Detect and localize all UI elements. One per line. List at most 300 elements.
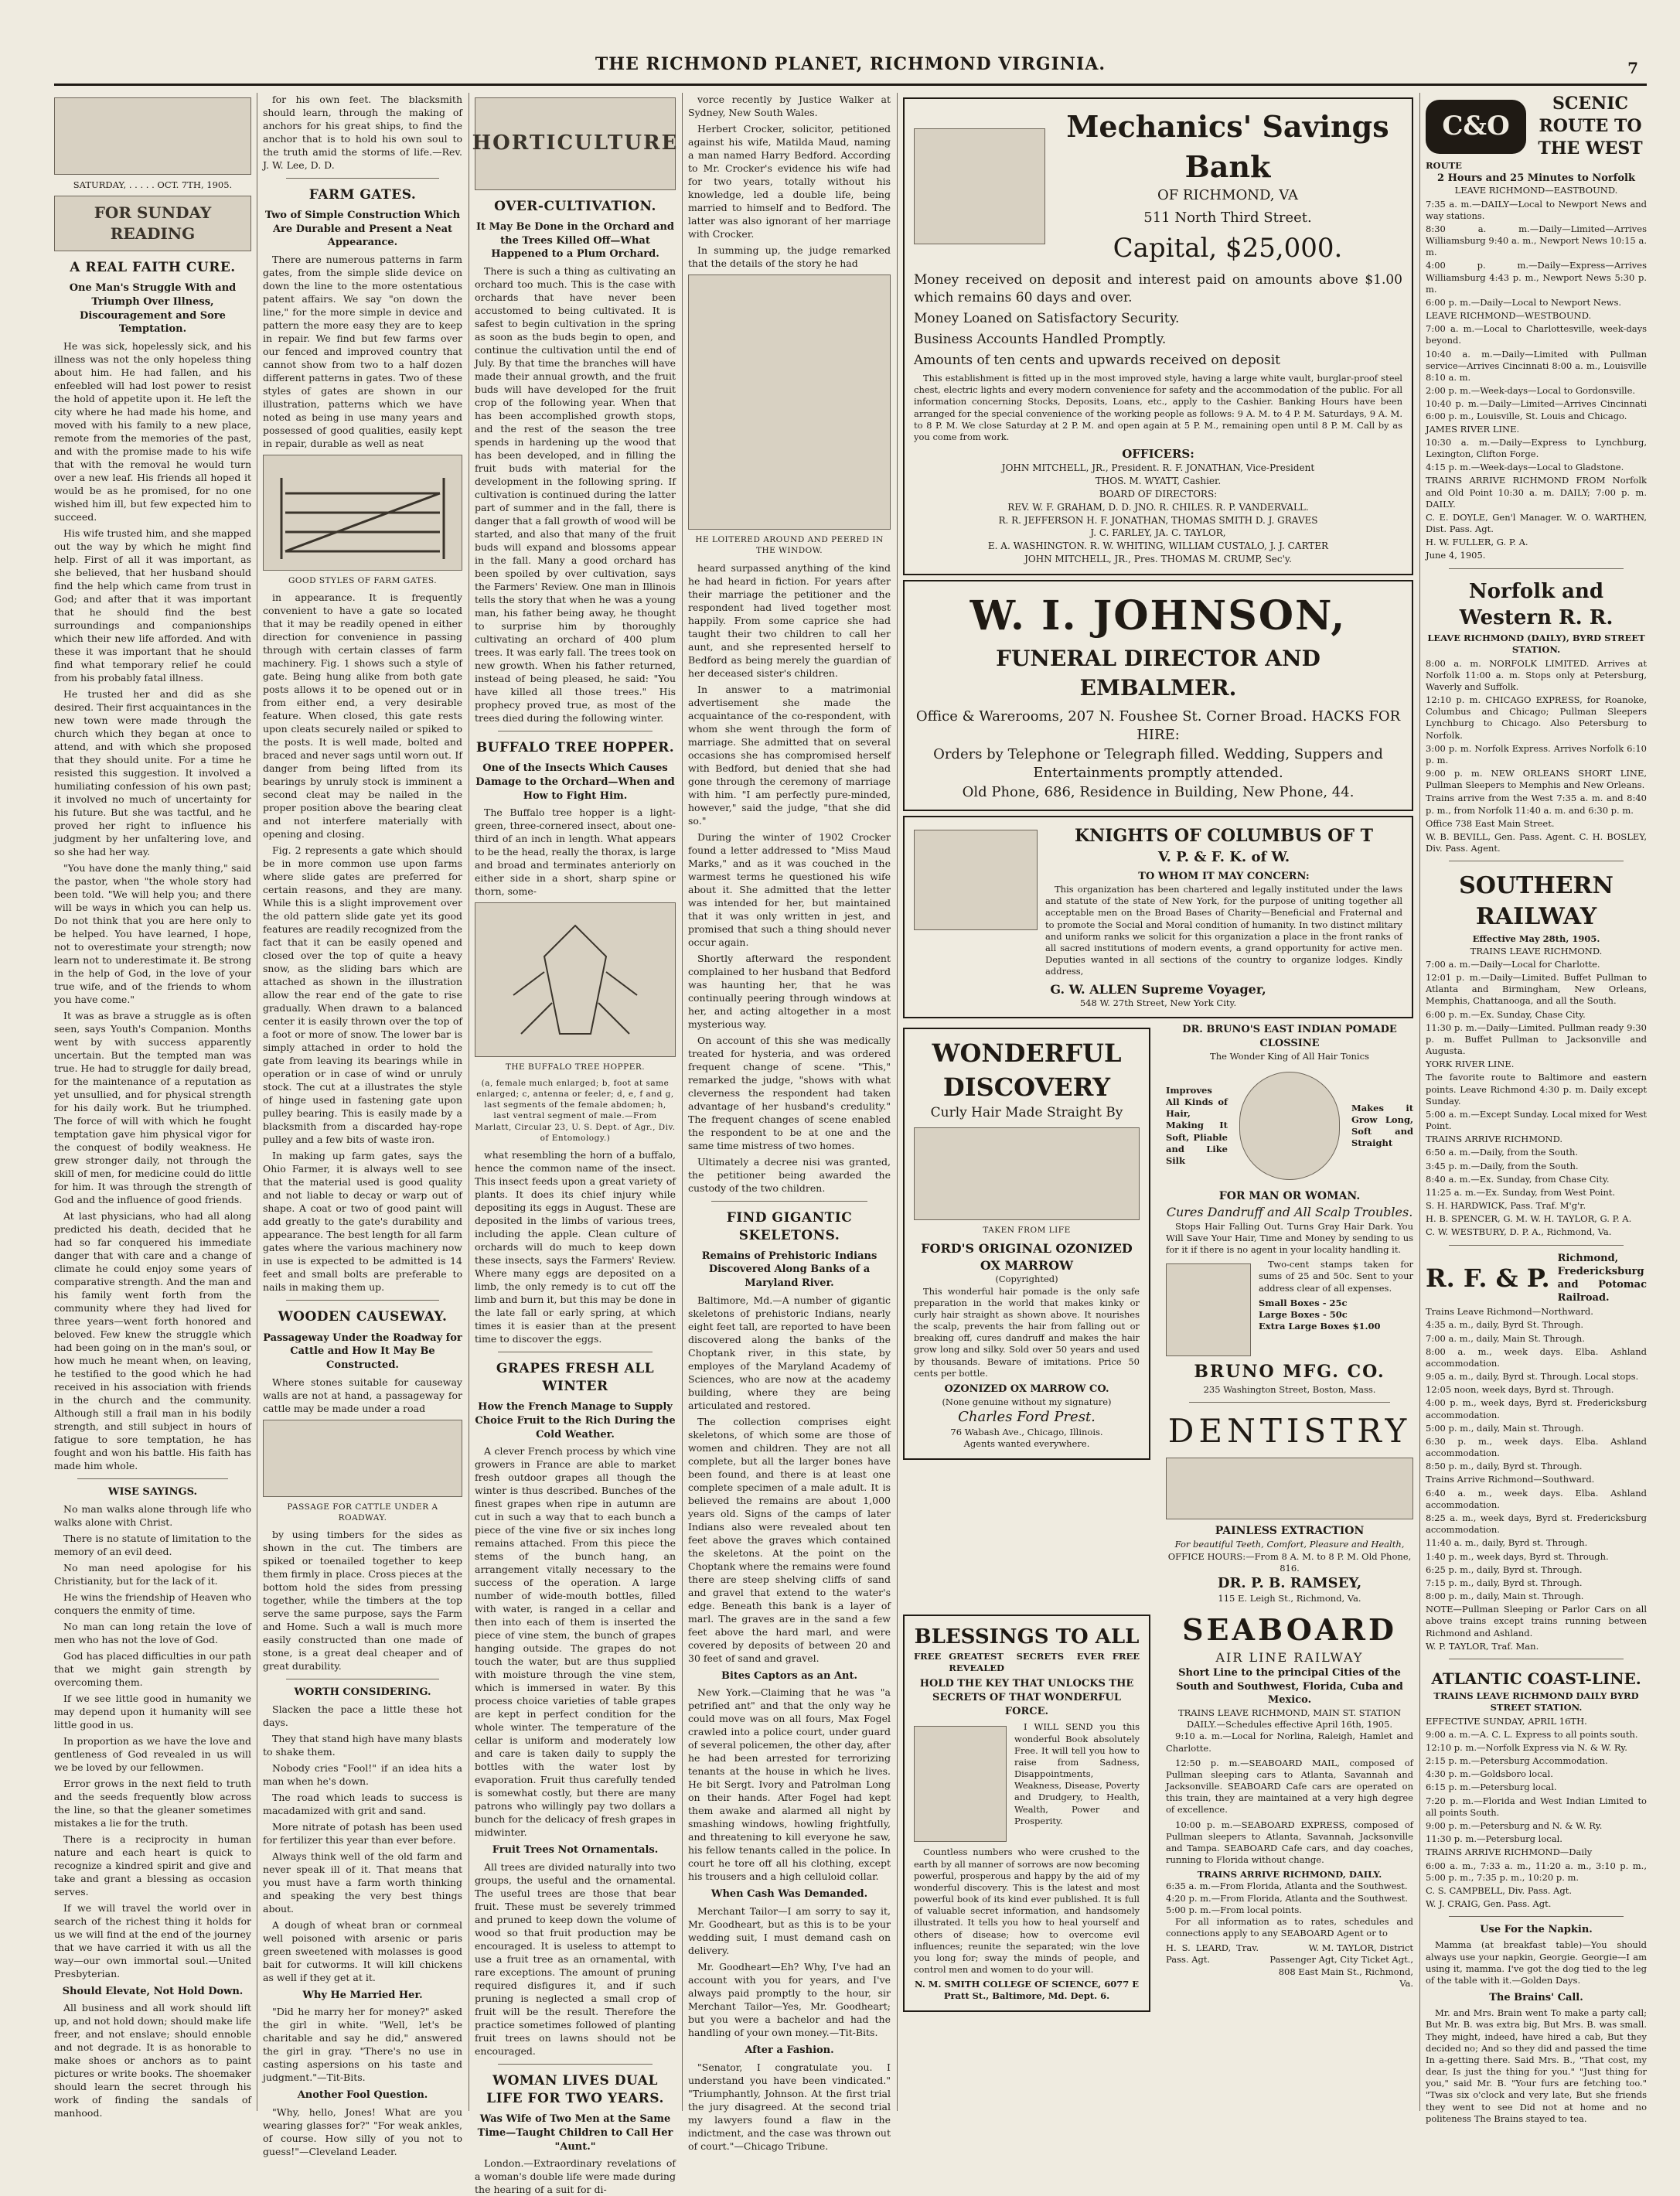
seaboard-agent-right: W. M. TAYLOR, District Passenger Agt, City Ticket Agt., 808 East Main St., Richmond, Va. bbox=[1269, 1942, 1413, 1989]
acl-schedule bbox=[1426, 1716, 1647, 1911]
bank-line: Money received on deposit and interest paid on amounts above $1.00 which remains 60 days and over. bbox=[914, 271, 1402, 305]
faith-cure-subtitle: One Man's Struggle With and Triumph Over Illness, Discouragement and Sore Temptation. bbox=[69, 282, 237, 336]
acl-sub: TRAINS LEAVE RICHMOND DAILY BYRD STREET STATION. bbox=[1433, 1690, 1639, 1713]
wise-saying: If we see little good in humanity we may depend upon it humanity will see little good in us. bbox=[54, 1692, 251, 1731]
co-title: SCENIC ROUTE TO THE WEST bbox=[1538, 94, 1643, 159]
schedule-line: 12:10 p. m. CHICAGO EXPRESS, for Roanoke, Columbus and Chicago; Pullman Sleepers Lynchburg to Chicago. Also Petersburg to Norfolk. bbox=[1426, 694, 1647, 741]
tree-hopper-caption-detail: (a, female much enlarged; b, foot at same enlarged; c, antenna or feeler; d, e, f and g, last segments of the female abdomen; h, last ventral segment of male.—From Marlatt, Circular 23, U. S. Dept. of Agr., Div. of Entomology.) bbox=[475, 1078, 676, 1143]
ox-marrow-maker-note: (None genuine without my signature) bbox=[942, 1396, 1112, 1407]
worth-item: The road which leads to success is macadamized with grit and sand. bbox=[263, 1791, 462, 1816]
dual-more-p3: During the winter of 1902 Crocker found a letter addressed to "Miss Maud Marks," and as it was couched in the warmest terms he questioned his wife about it. She admitted that the letter was intended for her, but maintained that it was only written in jest, and promised that such a thing should never occur again. bbox=[688, 830, 891, 948]
hair-portrait bbox=[914, 1127, 1140, 1220]
dual-more-p4: Shortly afterward the respondent complained to her husband that Bedford was haunting her, that he was continually peering through windows at her, and acting altogether in a most mysterious way. bbox=[688, 952, 891, 1030]
nw-sub: LEAVE RICHMOND (DAILY), BYRD STREET STATION. bbox=[1427, 633, 1645, 656]
causeway-title: WOODEN CAUSEWAY. bbox=[278, 1309, 448, 1325]
napkin-text: Mamma (at breakfast table)—You should always use your napkin, Georgie. Georgie—I am using it, mamma. I've got the dog tied to the leg of the table with it.—Golden Days. bbox=[1426, 1939, 1647, 1986]
schedule-line: 8:00 a. m., week days. Elba. Ashland accommodation. bbox=[1426, 1345, 1647, 1369]
seaboard-agent-left: H. S. LEARD, Trav. Pass. Agt. bbox=[1166, 1942, 1259, 1966]
ox-marrow-advertisement bbox=[903, 1028, 1150, 1459]
schedule-line: LEAVE RICHMOND—WESTBOUND. bbox=[1426, 310, 1592, 322]
seaboard-title: SEABOARD bbox=[1182, 1611, 1397, 1647]
farm-gates-p4: In making up farm gates, says the Ohio Farmer, it is always well to see that the material used is good quality and not liable to decay or warp out of shape. A coat or two of good paint will add greatly to the gate's durability and appearance. The best length for all farm gates where the various machinery now in use is expected to be admitted is 14 feet and small bolts are preferable to nails in making them up. bbox=[263, 1150, 462, 1294]
worth-title: WORTH CONSIDERING. bbox=[294, 1686, 431, 1699]
wise-saying: There is a reciprocity in human nature and each heart is quick to recognize a kindred spirit and give and take and grant a blessing as occasion serves. bbox=[54, 1833, 251, 1898]
knights-body: This organization has been chartered and legally instituted under the laws and statute of the state of New York, for the purpose of uniting together all acceptable men on the Broad Bases of Charity—Beneficial and Fraternal and to promote the Social and Moral condition of humanity. In two distinct military and uniform ranks we solicit for this organization a place in the front ranks of all sacred institutions of modern events, a grand opportunity for active men. Deputies wanted in all sections of the country to organize lodges. Kindly address, bbox=[1045, 884, 1402, 977]
schedule-line: Trains Arrive Richmond—Southward. bbox=[1426, 1474, 1595, 1485]
seaboard-line: 10:00 p. m.—SEABOARD EXPRESS, composed of Pullman sleepers to Atlanta, Savannah, Jacksonville and Tampa. SEABOARD Cafe cars, and day coaches, running to Florida without change. bbox=[1166, 1819, 1413, 1866]
schedule-line: 9:00 a. m.—A. C. L. Express to all points south. bbox=[1426, 1728, 1638, 1740]
page-columns bbox=[54, 93, 1647, 2196]
rfp-sub: Richmond, Fredericksburg and Potomac Railroad. bbox=[1557, 1252, 1647, 1304]
wonderful-title: WONDERFUL DISCOVERY bbox=[932, 1038, 1122, 1102]
ox-marrow-body: This wonderful hair pomade is the only safe preparation in the world that makes kinky or curly hair straight as shown above. It nourishes the scalp, prevents the hair from falling out or breaking off, cures dandruff and makes the hair grow long and silky. Sold over 50 years and used by thousands. Beware of imitations. Price 50 cents per bottle. bbox=[914, 1285, 1140, 1379]
worth-item: They that stand high have many blasts to shake them. bbox=[263, 1732, 462, 1758]
ox-marrow-agents: Agents wanted everywhere. bbox=[963, 1438, 1090, 1450]
schedule-line: 4:00 p. m., week days, Byrd st. Fredericksburg accommodation. bbox=[1426, 1397, 1647, 1420]
wonderful-sub: Curly Hair Made Straight By bbox=[930, 1105, 1123, 1121]
over-cultivation-subtitle: It May Be Done in the Orchard and the Trees Killed Off—What Happened to a Plum Orchard. bbox=[475, 221, 675, 261]
causeway-caption: PASSAGE FOR CATTLE UNDER A ROADWAY. bbox=[287, 1502, 438, 1523]
lady-with-key-illustration bbox=[914, 1726, 1007, 1842]
grapes-subtitle: How the French Manage to Supply Choice Fruit to the Rich During the Cold Weather. bbox=[475, 1401, 676, 1441]
schedule-line: 7:00 a. m., daily, Main St. Through. bbox=[1426, 1332, 1585, 1344]
bruno-stamps: Two-cent stamps taken for sums of 25 and 50c. Sent to your address clear of all expenses. bbox=[1259, 1259, 1413, 1294]
over-cultivation-p1: There is such a thing as cultivating an orchard too much. This is the case with orchards that have never been accustomed to being cultivated. It is safest to begin cultivation in the spring as soon as the buds begin to open, and continue the cultivation until the end of July. By that time the branches will have made their annual growth, and the fruit buds will have developed for the fruit crop of the following year. When that has been accomplished growth stops, and the rest of the season the tree spends in hardening up the wood that has been developed, and in filling the fruit buds with material for the development in the following spring. If cultivation is continued during the latter part of summer and in the fall, there is danger that a fall growth of wood will be started, and also that many of the fruit buds will expand and blossoms appear in the fall. Many a good orchard has been spoiled by over cultivation, says the Farmers' Review. One man in Illinois tells the story that when he was a young man, his father being away, he thought to surprise him by thoroughly cultivating an orchard of 400 plum trees. It was early fall. The trees took on new growth. When his father returned, instead of being pleased, he said: "You have killed all those trees." His prophecy proved true, as most of the trees died during the following winter. bbox=[475, 265, 676, 725]
bruno-portrait bbox=[1239, 1072, 1340, 1180]
tree-hopper-p2: what resembling the horn of a buffalo, hence the common name of the insect. This insect feeds upon a great variety of plants. It does its chief injury while depositing its eggs in August. These are deposited in the limbs of various trees, including the apple. Clean culture of orchards will do much to keep down these insects, says the Farmers' Review. Where many eggs are deposited on a limb, the only remedy is to cut off the limb and burn it, but this may be done in the late fall or early spring, at which times it is easier than at the present time to discover the eggs. bbox=[475, 1149, 676, 1345]
married-text: "Did he marry her for money?" asked the girl in white. "Well, let's be charitable and say he did," answered the girl in gray. "There's no use in casting aspersions on his taste and judgment."—Tit-Bits. bbox=[263, 2006, 462, 2084]
bruno-left: Improves All Kinds of Hair, Making It Soft, Pliable and Like Silk bbox=[1166, 1084, 1228, 1166]
dentist-address: 115 E. Leigh St., Richmond, Va. bbox=[1218, 1593, 1361, 1604]
bruno-size: Small Boxes - 25c bbox=[1259, 1297, 1348, 1308]
co-schedule bbox=[1426, 199, 1647, 562]
bank-officer-line: REV. W. F. GRAHAM, D. D. JNO. R. CHILES. R. P. VANDERVALL. bbox=[1007, 501, 1309, 513]
bank-officer-line: BOARD OF DIRECTORS: bbox=[1099, 489, 1218, 500]
seaboard-desc: Short Line to the principal Cities of the South and Southwest, Florida, Cuba and Mexico. bbox=[1176, 1667, 1403, 1707]
schedule-line: C. S. CAMPBELL, Div. Pass. Agt. bbox=[1426, 1884, 1573, 1896]
cash-title: When Cash Was Demanded. bbox=[711, 1888, 868, 1901]
schedule-line: 6:00 p. m.—Daily—Local to Newport News. bbox=[1426, 296, 1622, 308]
nw-schedule bbox=[1426, 658, 1647, 855]
wise-saying: No man walks alone through life who walks alone with Christ. bbox=[54, 1502, 251, 1528]
napkin-title: Use For the Napkin. bbox=[1480, 1924, 1593, 1936]
schedule-line: 6:00 a. m., 7:33 a. m., 11:20 a. m., 3:10 p. m., 5:00 p. m., 7:35 p. m., 10:20 p. m. bbox=[1426, 1860, 1647, 1883]
schedule-line: W. B. BEVILL, Gen. Pass. Agent. C. H. BOSLEY, Div. Pass. Agent. bbox=[1426, 830, 1647, 854]
faith-cure-p6: At last physicians, who had all along predicted his death, decided that he had so far conquered his immediate danger that with care and a change of climate he could enjoy some years of comparative strength. And the man and his family went forth from the community where they had lived for three years—went forth honored and beloved. Few knew the struggle which had been going on in the man's soul, or how much he meant when, on leaving, he testified to the good which he had received in his association with friends in the church and the community. Although still a frail man in his bodily strength, and still subject in hours of fatigue to sore temptation, he has fought and won his battle. His faith has made him whole. bbox=[54, 1209, 251, 1471]
bruno-body: Stops Hair Falling Out. Turns Gray Hair Dark. You Will Save Your Hair, Time and Money by sending to us for it if there is no agent in your locality handling it. bbox=[1166, 1220, 1413, 1256]
dual-more-p6: Ultimately a decree nisi was granted, the petitioner being awarded the custody of the two children. bbox=[688, 1155, 891, 1194]
schedule-line: 7:00 a. m.—Local to Charlottesville, week-days beyond. bbox=[1426, 323, 1647, 346]
bank-engraving bbox=[914, 128, 1045, 244]
blessings-free-left: FREE bbox=[914, 1650, 942, 1662]
bites-p1: New York.—Claiming that he was "a petrified ant" and that the only way he could move was on all fours, Max Fogel crawled into a police court, under guard of several policemen, the other day, after he had been arrested for terrorizing tenants at the house in which he lives. He bit Sergt. Ivory and Patrolman Long on their hands. After Fogel had kept them awake and alarmed all night by smashing windows, howling frightfully, and threatening to kill everyone he saw, his fellow tenants called in the police. In court he tore off all his clothing, except his trousers and a high celluloid collar. bbox=[688, 1686, 891, 1883]
wise-saying: He wins the friendship of Heaven who conquers the enmity of time. bbox=[54, 1591, 251, 1616]
schedule-line: 6:50 a. m.—Daily, from the South. bbox=[1426, 1147, 1579, 1158]
wise-saying: There is no statute of limitation to the memory of an evil deed. bbox=[54, 1532, 251, 1557]
masthead bbox=[54, 54, 1647, 85]
faith-cure-p5: It was as brave a struggle as is often seen, says Youth's Companion. Months went by with success apparently uncertain. But the tempted man was true. He had to struggle for daily bread, for the maintenance of a reputation as yet unsullied, and for physical strength for his daily work. But he triumphed. The force of will with which he fought temptation gave him physical vigor for the conquest of bodily weakness. He grew stronger daily, not through the skill of men, for medicine could do little for him. It was through the strength of God and the influence of good friends. bbox=[54, 1009, 251, 1205]
johnson-office: Office & Warerooms, 207 N. Foushee St. Corner Broad. HACKS FOR HIRE: bbox=[915, 708, 1401, 744]
dual-cont-p2: Herbert Crocker, solicitor, petitioned against his wife, Matilda Maud, naming a man named Harry Bedford. According to Mr. Crocker's evidence his wife had for two years, totally without his knowledge, led a double life, being married to himself and to Bedford. The latter was also ignorant of her marriage with Crocker. bbox=[688, 123, 891, 240]
schedule-line: 7:20 p. m.—Florida and West Indian Limited to all points South. bbox=[1426, 1795, 1647, 1818]
column-5-advertisements bbox=[903, 93, 1413, 2111]
wise-saying: God has placed difficulties in our path that we might gain strength by overcoming them. bbox=[54, 1649, 251, 1688]
schedule-line: 11:25 a. m.—Ex. Sunday, from West Point. bbox=[1426, 1186, 1616, 1198]
schedule-line: 6:15 p. m.—Petersburg local. bbox=[1426, 1782, 1557, 1793]
schedule-line: 2:15 p. m.—Petersburg Accommodation. bbox=[1426, 1755, 1608, 1767]
elevate-p1: All business and all work should lift up, and not hold down; should make life freer, and not enslave; should ennoble and not degrade. It is as honorable to make shoes or anchors as to paint pictures or write books. The shoemaker should learn the secret through his work of finding the sandals of manhood. bbox=[54, 2002, 251, 2119]
schedule-line: 6:40 a. m., week days. Elba. Ashland accommodation. bbox=[1426, 1487, 1647, 1510]
faith-cure-p2: His wife trusted him, and she mapped out the way by which he might find help. First of all it was important, as she believed, that her husband should find the help which came from trust in God; and after that it was important that he should find the best surroundings and companionships which their new life afforded. And with these it was important that he should find what temporary relief he could from his probably fatal illness. bbox=[54, 527, 251, 684]
blessings-send: I WILL SEND you this wonderful Book absolutely Free. It will tell you how to raise from Sadness, Disappointments, Weakness, Disease, Poverty and Drudgery, to Health, Wealth, Power and Prosperity. bbox=[1014, 1721, 1140, 1826]
schedule-line: C. E. DOYLE, Gen'l Manager. W. O. WARTHEN, Dist. Pass. Agt. bbox=[1426, 511, 1647, 535]
dual-more-p2: In answer to a matrimonial advertisement she made the acquaintance of the co-respondent, with whom she went through the form of marriage. She admitted that on several occasions she has compromised herself with Bedford, but denied that she had gone through the ceremony of marriage with him. "I am perfectly pure-minded, however," said the judge, "that she did so." bbox=[688, 683, 891, 827]
wise-saying: In proportion as we have the love and gentleness of God revealed in us will we be loved by our fellowmen. bbox=[54, 1734, 251, 1773]
schedule-line: 2:00 p. m.—Week-days—Local to Gordonsville. bbox=[1426, 385, 1636, 397]
column-6-railroads bbox=[1426, 93, 1647, 2124]
wise-saying: Error grows in the next field to truth and the seeds frequently blow across the line, so that the gleaner sometimes mistakes a lie for the truth. bbox=[54, 1777, 251, 1829]
farm-gates-subtitle: Two of Simple Construction Which Are Durable and Present a Neat Appearance. bbox=[264, 210, 461, 249]
wise-saying: If we will travel the world over in search of the richest thing it holds for us we will find at the end of the journey that we have carried it with us all the way—our own immortal soul.—United Presbyterian. bbox=[54, 1901, 251, 1979]
fashion-title: After a Fashion. bbox=[745, 2044, 834, 2057]
southern-schedule bbox=[1426, 959, 1647, 1239]
bank-city: OF RICHMOND, VA bbox=[1157, 187, 1299, 204]
bank-address: 511 North Third Street. bbox=[1143, 209, 1312, 226]
schedule-line: 11:30 p. m.—Petersburg local. bbox=[1426, 1833, 1562, 1845]
tree-hopper-title: BUFFALO TREE HOPPER. bbox=[475, 740, 675, 756]
farm-gates-title: FARM GATES. bbox=[308, 187, 417, 203]
knights-signature: G. W. ALLEN Supreme Voyager, bbox=[1050, 981, 1266, 997]
southern-title: SOUTHERN RAILWAY bbox=[1459, 872, 1614, 930]
blessings-title: BLESSINGS TO ALL bbox=[914, 1625, 1140, 1649]
schedule-line: 5:00 a. m.—Except Sunday. Local mixed for West Point. bbox=[1426, 1108, 1647, 1132]
column-2 bbox=[263, 93, 462, 2158]
bank-line: Amounts of ten cents and upwards received on deposit bbox=[914, 352, 1280, 368]
schedule-line: TRAINS ARRIVE RICHMOND. bbox=[1426, 1134, 1563, 1145]
johnson-phone: Old Phone, 686, Residence in Building, New Phone, 44. bbox=[962, 783, 1355, 800]
dual-life-title: WOMAN LIVES DUAL LIFE FOR TWO YEARS. bbox=[486, 2073, 664, 2107]
seaboard-advertisement bbox=[1166, 1610, 1413, 1990]
brains-title: The Brains' Call. bbox=[1489, 1992, 1583, 2004]
worth-item: Always think well of the old farm and never speak ill of it. That means that you must have a farm worth thinking and speaking the very best things about. bbox=[263, 1850, 462, 1915]
column-rule bbox=[682, 93, 683, 2111]
schedule-line: 5:00 p. m., daily, Main st. Through. bbox=[1426, 1422, 1584, 1434]
schedule-line: 3:00 p. m. Norfolk Express. Arrives Norfolk 6:10 p. m. bbox=[1426, 742, 1647, 766]
column-rule bbox=[1419, 93, 1420, 2111]
column-rule bbox=[897, 93, 898, 2111]
schedule-line: 12:05 noon, week days, Byrd st. Through. bbox=[1426, 1384, 1614, 1396]
worth-item: More nitrate of potash has been used for fertilizer this year than ever before. bbox=[263, 1820, 462, 1846]
blessings-sub: GREATEST SECRETS EVER REVEALED bbox=[949, 1650, 1105, 1674]
divider bbox=[1449, 1245, 1624, 1246]
schedule-line: S. H. HARDWICK, Pass. Traf. M'g'r. bbox=[1426, 1200, 1586, 1212]
seaboard-sub: AIR LINE RAILWAY bbox=[1215, 1650, 1364, 1666]
blessings-address: N. M. SMITH COLLEGE OF SCIENCE, 6077 E Pratt St., Baltimore, Md. Dept. 6. bbox=[914, 1979, 1140, 2002]
faith-cure-title: A REAL FAITH CURE. bbox=[70, 260, 236, 276]
johnson-name: W. I. JOHNSON, bbox=[969, 592, 1347, 639]
column-3 bbox=[472, 93, 679, 2196]
schedule-line: NOTE—Pullman Sleeping or Parlor Cars on all above trains except trains running between Richmond and Ashland. bbox=[1426, 1604, 1647, 1638]
dual-cont-p3: In summing up, the judge remarked that the details of the story he had bbox=[688, 244, 891, 269]
knights-greeting: TO WHOM IT MAY CONCERN: bbox=[1138, 871, 1310, 883]
blacksmith-intro: for his own feet. The blacksmith should learn, through the making of anchors for his great ships, to find the anchor that is to hold his own soul to the truth amid the storms of life.—Rev. J. W. Lee, D. D. bbox=[263, 94, 462, 171]
ox-marrow-copyright: (Copyrighted) bbox=[995, 1274, 1058, 1285]
over-cultivation-title: OVER-CULTIVATION. bbox=[494, 199, 656, 214]
worth-item: A dough of wheat bran or cornmeal well poisoned with arsenic or paris green sweetened with molasses is good bait for cutworms. It will kill chickens as well if they get at it. bbox=[263, 1918, 462, 1983]
knights-engraving bbox=[914, 830, 1038, 930]
schedule-line: C. W. WESTBURY, D. P. A., Richmond, Va. bbox=[1426, 1226, 1612, 1238]
wise-sayings-title: WISE SAYINGS. bbox=[107, 1485, 198, 1498]
schedule-line: 10:40 p. m.—Daily—Limited—Arrives Cincinnati 6:00 p. m., Louisville, St. Louis and Chicago. bbox=[1426, 398, 1647, 421]
schedule-line: 11:30 p. m.—Daily—Limited. Pullman ready 9:30 p. m. Buffet Pullman to Jacksonville and Augusta. bbox=[1426, 1021, 1647, 1057]
bank-officer-line: E. A. WASHINGTON. R. W. WHITING, WILLIAM CUSTALO, J. J. CARTER bbox=[987, 540, 1329, 552]
knights-sub: V. P. & F. K. of W. bbox=[1157, 848, 1290, 865]
blessings-key: HOLD THE KEY THAT UNLOCKS THE SECRETS OF THAT WONDERFUL FORCE. bbox=[919, 1678, 1134, 1717]
ornamentals-p1: All trees are divided naturally into two groups, the useful and the ornamental. The useful trees are those that bear fruit. These must be severely trimmed and pruned to keep down the volume of wood so that fruit production may be encouraged. It is useless to attempt to use a fruit tree as an ornamental, with rare exceptions. The amount of pruning required disfigures it, and if such pruning is neglected a small crop of fruit will be the result. Therefore the practice sometimes followed of planting fruit trees on lawns should not be encouraged. bbox=[475, 1861, 676, 2058]
worth-item: Nobody cries "Fool!" if an idea hits a man when he's down. bbox=[263, 1761, 462, 1787]
divider bbox=[286, 178, 439, 179]
divider bbox=[286, 1300, 439, 1301]
skeletons-p1: Baltimore, Md.—A number of gigantic skeletons of prehistoric Indians, nearly eight feet tall, are reported to have been discovered along the banks of the Choptank river, in this state, by employes of the Maryland Academy of Sciences, who are now at the academy building, where they are being articulated and restored. bbox=[688, 1294, 891, 1411]
schedule-line: 6:00 p. m.—Ex. Sunday, Chase City. bbox=[1426, 1008, 1586, 1020]
seaboard-arrive-title: TRAINS ARRIVE RICHMOND, DAILY. bbox=[1197, 1869, 1382, 1881]
tree-hopper-illustration bbox=[475, 902, 676, 1057]
bruno-size: Large Boxes - 50c bbox=[1259, 1308, 1348, 1320]
schedule-line: 12:01 p. m.—Daily—Limited. Buffet Pullman to Atlanta and Birmingham, New Orleans, Memphis, Chattanooga, and all the South. bbox=[1426, 972, 1647, 1007]
dual-more-p5: On account of this she was medically treated for hysteria, and was ordered frequent change of scene. "This," remarked the judge, "shows with what cleverness the respondent had taken advantage of her husband's credulity." The frequent changes of scene enabled the respondent to be at one and the same time mistress of two homes. bbox=[688, 1034, 891, 1151]
bruno-size: Extra Large Boxes $1.00 bbox=[1259, 1321, 1381, 1332]
tree-hopper-caption: THE BUFFALO TREE HOPPER. bbox=[505, 1062, 646, 1072]
southern-sub: Effective May 28th, 1905. bbox=[1472, 933, 1600, 945]
bruno-for: FOR MAN OR WOMAN. bbox=[1218, 1189, 1361, 1202]
bruno-lady-portrait bbox=[1166, 1263, 1251, 1356]
seaboard-info: For all information as to rates, schedules and connections apply to any SEABOARD Agent or to bbox=[1166, 1915, 1413, 1939]
schedule-line: June 4, 1905. bbox=[1426, 550, 1486, 561]
faith-cure-p1: He was sick, hopelessly sick, and his illness was not the only hopeless thing about him. He had fallen, and his enfeebled will had lost power to resist the hold of appetite upon it. He left the city where he had made his home, and moved with his family to a new place, remote from the memories of the past, and with the promise made to his wife that with the removal he would turn over a new leaf. His friends all hoped it would be as he promised, for no one wished him ill, but few expected him to succeed. bbox=[54, 339, 251, 523]
knights-address: 548 W. 27th Street, New York City. bbox=[1079, 997, 1237, 1009]
johnson-title: FUNERAL DIRECTOR AND EMBALMER. bbox=[996, 645, 1320, 701]
acl-title: ATLANTIC COAST-LINE. bbox=[1431, 1669, 1641, 1688]
elevate-title: Should Elevate, Not Hold Down. bbox=[62, 1985, 244, 1997]
schedule-line: 8:25 a. m., week days, Byrd st. Fredericksburg accommodation. bbox=[1426, 1512, 1647, 1536]
co-logo-text: C&O bbox=[1442, 111, 1510, 142]
knights-title: KNIGHTS OF COLUMBUS OF T bbox=[1074, 826, 1374, 847]
dentistry-hours: OFFICE HOURS:—From 8 A. M. to 8 P. M. Old Phone, 816. bbox=[1167, 1550, 1412, 1574]
horticulture-banner: HORTICULTURE bbox=[475, 97, 676, 190]
bank-officer-line: J. C. FARLEY, JA. C. TAYLOR, bbox=[1090, 527, 1226, 539]
schedule-line: 9:00 p. m.—Petersburg and N. & W. Ry. bbox=[1426, 1819, 1603, 1831]
grapes-title: GRAPES FRESH ALL WINTER bbox=[496, 1361, 655, 1395]
farm-gates-p1: There are numerous patterns in farm gates, from the simple slide device on down the line to the more ostentatious patent affairs. We say "on down the line," for the more simple in device and pattern the more easy they are to keep in repair. We find but few farms over our fenced and improved country that cannot show from two to a half dozen different patterns in gates. Two of these styles of gates are shown in our illustration, patterns which we have noted as being in use many years and possessed of good qualities, easily kept in repair, durable as well as neat bbox=[263, 254, 462, 450]
schedule-line: 8:50 p. m., daily, Byrd st. Through. bbox=[1426, 1461, 1583, 1472]
schedule-line: H. B. SPENCER, G. M. W. H. TAYLOR, G. P. A. bbox=[1426, 1213, 1632, 1225]
schedule-line: 10:30 a. m.—Daily—Express to Lynchburg, Lexington, Clifton Forge. bbox=[1426, 436, 1647, 460]
married-title: Why He Married Her. bbox=[302, 1989, 423, 2001]
co-route-logo bbox=[1426, 100, 1526, 154]
bank-capital: Capital, $25,000. bbox=[1113, 233, 1343, 264]
schedule-line: 6:30 p. m., week days. Elba. Ashland accommodation. bbox=[1426, 1435, 1647, 1459]
schedule-line: 4:30 p. m.—Goldsboro local. bbox=[1426, 1768, 1553, 1780]
schedule-line: 7:35 a. m.—DAILY—Local to Newport News and way stations. bbox=[1426, 198, 1647, 221]
bank-officers-title: OFFICERS: bbox=[1122, 447, 1194, 462]
schedule-line: YORK RIVER LINE. bbox=[1426, 1059, 1515, 1070]
co-logo-sub: ROUTE bbox=[1426, 160, 1462, 172]
schedule-line: 8:30 a. m.—Daily—Limited—Arrives Williamsburg 9:40 a. m., Newport News 10:15 a. m. bbox=[1426, 223, 1647, 258]
causeway-p2: by using timbers for the sides as shown in the cut. The timbers are spiked or toenailed together to keep them firmly in place. Cross pieces at the bottom hold the sides from pressing together, while the timbers at the top serve the same purpose, says the Farm and Home. Such a wall is much more easily constructed than one made of stone, is a great deal cheaper and of great durability. bbox=[263, 1529, 462, 1673]
fool-question-text: "Why, hello, Jones! What are you wearing glasses for?" "For weak ankles, of course. How silly of you not to guess!"—Cleveland Leader. bbox=[263, 2106, 462, 2158]
seaboard-arrive: 6:35 a. m.—From Florida, Atlanta and the Southwest. bbox=[1166, 1881, 1408, 1892]
window-scene-illustration bbox=[688, 274, 891, 530]
page-number: 7 bbox=[1627, 59, 1639, 77]
blessings-free-right: FREE bbox=[1112, 1650, 1140, 1662]
faith-cure-p4: "You have done the manly thing," said the pastor, when "the whole story had been told. "We will help you; and there will be ways in which you can help us. Do not think that you are here only to be helped. You have learned, I hope, not to overestimate your strength; now learn not to underestimate it. Be strong in the help of God, in the love of your true wife, and of the friends to whom you have come." bbox=[54, 861, 251, 1005]
dual-life-p1: London.—Extraordinary revelations of a woman's double life were made during the hearing of a suit for di- bbox=[475, 2157, 676, 2196]
column-4 bbox=[688, 93, 891, 2152]
masthead-rule bbox=[54, 84, 1647, 86]
fashion-p1: "Senator, I congratulate you. I understand you have been vindicated." "Triumphantly, Johnson. At the first trial the jury disagreed. At the second trial my lawyers found a flaw in the indictment, and the case was thrown out of court."—Chicago Tribune. bbox=[688, 2061, 891, 2152]
schedule-line: JAMES RIVER LINE. bbox=[1426, 423, 1520, 435]
wise-saying: No man can long retain the love of men who has not the love of God. bbox=[54, 1620, 251, 1645]
schedule-line: Trains arrive from the West 7:35 a. m. and 8:40 p. m., from Norfolk 11:40 a. m. and 6:30 p. m. bbox=[1426, 793, 1647, 816]
bank-officer-line: JOHN MITCHELL, JR., Pres. THOMAS M. CRUMP, Sec'y. bbox=[1024, 554, 1292, 565]
dual-more-p1: heard surpassed anything of the kind he had heard in fiction. For years after their marriage the petitioner and the respondent had lived together most happily. From some caprice she had taught their two children to call her aunt, and she represented herself to Bedford as being merely the guardian of her deceased sister's children. bbox=[688, 561, 891, 679]
ox-marrow-signature: Charles Ford Prest. bbox=[958, 1408, 1096, 1425]
schedule-line: Office 738 East Main Street. bbox=[1426, 817, 1555, 829]
divider bbox=[1449, 1916, 1624, 1917]
ox-marrow-brand: FORD'S ORIGINAL OZONIZED OX MARROW bbox=[921, 1240, 1133, 1273]
landscape-engraving bbox=[54, 97, 251, 175]
bank-officer-line: R. R. JEFFERSON H. F. JONATHAN, THOMAS SMITH D. J. GRAVES bbox=[998, 514, 1318, 526]
brains-text: Mr. and Mrs. Brain went To make a party call; But Mr. B. was extra big, But Mrs. B. was small. They might, indeed, have hired a cab, But they decided no; And so they did and passed the time In a-getting there. Said Mrs. B., "That cost, my dear, Is just the thing for you." "Just thing for you," said Mr. B. "Your furs are fetching too." "Twas six o'clock and very late, But she friends they went to see Did not at home and no politeness The Brains stayed to tea. bbox=[1426, 2007, 1647, 2124]
bruno-right: Makes it Grow Long, Soft and Straight bbox=[1351, 1102, 1413, 1149]
bruno-sub: The Wonder King of All Hair Tonics bbox=[1210, 1050, 1369, 1062]
bruno-maker-address: 235 Washington Street, Boston, Mass. bbox=[1203, 1384, 1376, 1396]
rfp-schedule bbox=[1426, 1306, 1647, 1652]
schedule-line: 9:00 p. m. NEW ORLEANS SHORT LINE, Pullman Sleepers to Memphis and New Orleans. bbox=[1426, 768, 1647, 791]
bruno-title: DR. BRUNO'S EAST INDIAN POMADE CLOSSINE bbox=[1182, 1024, 1397, 1050]
divider bbox=[711, 1201, 867, 1202]
farm-gates-p2: in appearance. It is frequently convenient to have a gate so located that it may be readily opened in either direction for convenience in passing through with certain classes of farm machinery. Fig. 1 shows such a style of gate. Being hung alike from both gate posts allows it to be opened out or in from either end, a very desirable feature. When closed, this gate rests upon cleats securely nailed or spiked to the posts. It is well made, bolted and braced and never sags until worn out. If danger from being lifted from its bearings by unruly stock is imminent a second cleat may be nailed in the proper position above the bearing cleat and not interfere materially with opening and closing. bbox=[263, 592, 462, 841]
schedule-line: 4:00 p. m.—Daily—Express—Arrives Williamsburg 4:43 p. m., Newport News 5:30 p. m. bbox=[1426, 260, 1647, 295]
schedule-line: 1:40 p. m., week days, Byrd st. Through. bbox=[1426, 1550, 1609, 1562]
schedule-line: 11:40 a. m., daily, Byrd st. Through. bbox=[1426, 1537, 1588, 1549]
schedule-line: 10:40 a. m.—Daily—Limited with Pullman service—Arrives Cincinnati 8:00 a. m., Louisville 8:10 a. m. bbox=[1426, 348, 1647, 383]
farm-gate-illustration bbox=[263, 455, 462, 571]
bank-officer-line: JOHN MITCHELL, JR., President. R. F. JONATHAN, Vice-President bbox=[1001, 462, 1315, 474]
grapes-p1: A clever French process by which vine growers in France are able to market fresh outdoor grapes all though the winter is thus described. Bunches of the finest grapes when ripe in autumn are cut in such a way that to each bunch a piece of the vine five or six inches long remains attached. From this piece the stems of the bunch hang, an arrangement vitally necessary to the success of the operation. A large number of wide-mouth bottles, filled with water, is ranged in a cellar and then into each of them is inserted the piece of vine stem, the bunch of grapes hanging outside. The grapes do not touch the water, but are thus supplied with moisture through the vine stem, which is immersed in water. By this process choice varieties of table grapes are kept in perfect condition for the whole winter. The temperature of the cellar is uniform and moderately low and care is taken daily to supply the bottles with the water lost by evaporation. Fruit thus carefully tended is somewhat costly, but there are many patrons who willingly pay two dollars a bunch for the delicacy of fresh grapes in midwinter. bbox=[475, 1445, 676, 1839]
seaboard-line: 9:10 a. m.—Local for Norlina, Raleigh, Hamlet and Charlotte. bbox=[1166, 1731, 1413, 1754]
causeway-subtitle: Passageway Under the Roadway for Cattle and How It May Be Constructed. bbox=[263, 1332, 462, 1371]
seaboard-leave: TRAINS LEAVE RICHMOND, MAIN ST. STATION DAILY.—Schedules effective April 16th, 1905. bbox=[1177, 1707, 1402, 1731]
schedule-line: 8:00 p. m., daily, Main st. Through. bbox=[1426, 1591, 1584, 1602]
worth-item: Slacken the pace a little these hot days. bbox=[263, 1703, 462, 1728]
bank-line: Money Loaned on Satisfactory Security. bbox=[914, 310, 1180, 326]
dentistry-sub: For beautiful Teeth, Comfort, Pleasure and Health, bbox=[1174, 1539, 1405, 1550]
nw-title: Norfolk and Western R. R. bbox=[1459, 579, 1614, 629]
schedule-line: 4:15 p. m.—Week-days—Local to Gladstone. bbox=[1426, 462, 1624, 473]
dual-life-subtitle: Was Wife of Two Men at the Same Time—Taught Children to Call Her "Aunt." bbox=[477, 2113, 673, 2153]
blessings-body: Countless numbers who were crushed to the earth by all manner of sorrows are now becoming powerful, prosperous and happy by the aid of my wonderful discovery. This is the latest and most powerful book of its kind ever published. It is full of valuable secret information, and handsomely illustrated. It tells you how to heal yourself and others of disease; how to overcome evil influences; reunite the separated; win the love you long for; sway the minds of people, and control men and women to do your will. bbox=[914, 1846, 1140, 1976]
schedule-line: 3:45 p. m.—Daily, from the South. bbox=[1426, 1160, 1579, 1171]
rfp-title: R. F. & P. bbox=[1426, 1263, 1550, 1293]
dentist-name: DR. P. B. RAMSEY, bbox=[1217, 1574, 1362, 1591]
schedule-line: H. W. FULLER, G. P. A. bbox=[1426, 537, 1528, 548]
blessings-advertisement bbox=[903, 1615, 1150, 2012]
farm-gates-p3: Fig. 2 represents a gate which should be in more common use upon farms where slide gates are preferred for certain reasons, and they are many. While this is a slight improvement over the old pattern slide gate yet its good features are readily recognized from the fact that it can be easily opened and closed over the top of quite a heavy snow, as the sliding bars which are attached as shown in the illustration allow the rear end of the gate to rise gradually. When drawn to a balanced center it is easily thrown over the top of a foot or more of snow. The lower bar is simply attached in order to hold the gate from leaving its bearings while in operation or in case of wind or unruly stock. The cut at a illustrates the style of hinge used in fastening gate upon pulley bearing. This is easily made by a blacksmith from a discarded hay-rope pulley and a few bits of waste iron. bbox=[263, 844, 462, 1146]
knights-advertisement bbox=[903, 816, 1413, 1018]
schedule-line: 8:40 a. m.—Ex. Sunday, from Chase City. bbox=[1426, 1173, 1610, 1185]
skeletons-subtitle: Remains of Prehistoric Indians Discovered Along Banks of a Maryland River. bbox=[701, 1250, 877, 1290]
bruno-cures: Cures Dandruff and All Scalp Troubles. bbox=[1166, 1204, 1413, 1219]
funeral-director-advertisement bbox=[903, 580, 1413, 811]
bank-officer-line: THOS. M. WYATT, Cashier. bbox=[1095, 476, 1222, 487]
dentures-illustration bbox=[1166, 1458, 1413, 1519]
seaboard-line: 12:50 p. m.—SEABOARD MAIL, composed of Pullman sleeping cars to Atlanta, Savannah and Jacksonville. SEABOARD Cafe cars are operated on this train, they are maintained at a very high degree of excellence. bbox=[1166, 1757, 1413, 1816]
dual-cont-p1: vorce recently by Justice Walker at Sydney, New South Wales. bbox=[688, 94, 891, 118]
fool-question-title: Another Fool Question. bbox=[297, 2089, 428, 2102]
wise-saying: No man need apologise for his Christianity, but for the lack of it. bbox=[54, 1561, 251, 1587]
bruno-advertisement bbox=[1166, 1023, 1413, 1604]
schedule-line: 7:00 a. m.—Daily—Local for Charlotte. bbox=[1426, 958, 1600, 970]
column-1 bbox=[54, 93, 251, 2119]
schedule-line: 6:25 p. m., daily, Byrd st. Through. bbox=[1426, 1563, 1583, 1575]
schedule-line: TRAINS ARRIVE RICHMOND FROM Norfolk and Old Point 10:30 a. m. DAILY; 7:00 p. m. DAILY. bbox=[1426, 475, 1647, 510]
insect-drawing bbox=[498, 910, 653, 1049]
skeletons-title: FIND GIGANTIC SKELETONS. bbox=[726, 1209, 853, 1243]
schedule-line: W. J. CRAIG, Gen. Pass. Agt. bbox=[1426, 1898, 1552, 1910]
dentistry-title: DENTISTRY bbox=[1167, 1412, 1412, 1451]
ox-marrow-address: 76 Wabash Ave., Chicago, Illinois. bbox=[950, 1427, 1103, 1438]
divider bbox=[498, 2064, 653, 2065]
schedule-line: Trains Leave Richmond—Northward. bbox=[1426, 1306, 1593, 1318]
skeletons-p2: The collection comprises eight skeletons, of which some are those of women and children. They are not all complete, but all the larger bones have been found, and there is at least one complete specimen of a male adult. It is believed the remains are about 1,000 years old. Signs of the camps of later Indians also were revealed about ten feet above the graves which contained the skeletons. At the point on the Choptank where the remains were found there are steep shelving cliffs of sand and gravel that extend to the water's edge. Beneath this bank is a layer of marl. The graves are in the sand a few feet above the hard marl, and were covered by deposits of between 20 and 30 feet of sand and gravel. bbox=[688, 1415, 891, 1664]
johnson-orders: Orders by Telephone or Telegraph filled. Wedding, Suppers and Entertainments promptly attended. bbox=[933, 745, 1383, 782]
date-line: SATURDAY, . . . . . OCT. 7TH, 1905. bbox=[73, 179, 233, 190]
schedule-line: The favorite route to Baltimore and eastern points. Leave Richmond 4:30 p. m. Daily except Sunday. bbox=[1426, 1072, 1647, 1107]
schedule-line: 12:10 p. m.—Norfolk Express via N. & W. Ry. bbox=[1426, 1741, 1627, 1753]
tree-hopper-p1: The Buffalo tree hopper is a light-green, three-cornered insect, about one-third of an inch in length. What appears to be the head, really the thorax, is large and broad and terminates anteriorly on either side in a short, sharp spine or thorn, some- bbox=[475, 806, 676, 898]
wonderful-caption: TAKEN FROM LIFE bbox=[983, 1225, 1071, 1235]
divider bbox=[77, 1478, 228, 1479]
tree-hopper-subtitle: One of the Insects Which Causes Damage to the Orchard—When and How to Fight Him. bbox=[475, 762, 675, 802]
ornamentals-title: Fruit Trees Not Ornamentals. bbox=[492, 1844, 659, 1857]
seaboard-arrive: 5:00 p. m.—From local points. bbox=[1166, 1904, 1302, 1915]
schedule-line: 8:00 a. m. NORFOLK LIMITED. Arrives at Norfolk 11:00 a. m. Stops only at Petersburg, Waverly and Suffolk. bbox=[1426, 657, 1647, 692]
bites-title: Bites Captors as an Ant. bbox=[721, 1669, 857, 1682]
newspaper-title: THE RICHMOND PLANET, RICHMOND VIRGINIA. bbox=[595, 54, 1106, 74]
divider bbox=[1189, 1402, 1390, 1403]
seaboard-arrive: 4:20 p. m.—From Florida, Atlanta and the Southwest. bbox=[1166, 1892, 1409, 1904]
faith-cure-p3: He trusted her and did as she desired. Their first acquaintances in the new town were made through the church which they began at once to attend, and with which she proposed that they should unite. For a time he resisted this suggestion. It involved a humiliating confession of his own past; it involved no much of uncertainty for his future. But she was tactful, and he proved her right to influence his judgment by her unfaltering love, and so she had her way. bbox=[54, 687, 251, 858]
bank-line: Business Accounts Handled Promptly. bbox=[914, 331, 1167, 347]
schedule-line: TRAINS ARRIVE RICHMOND—Daily bbox=[1426, 1846, 1593, 1858]
cash-p1: Merchant Tailor—I am sorry to say it, Mr. Goodheart, but as this is to be your wedding suit, I must demand cash on delivery. bbox=[688, 1905, 891, 1957]
bruno-maker: BRUNO MFG. CO. bbox=[1194, 1362, 1385, 1383]
schedule-line: EFFECTIVE SUNDAY, APRIL 16TH. bbox=[1426, 1715, 1587, 1727]
sunday-reading-banner: FOR SUNDAY READING bbox=[54, 196, 251, 251]
causeway-p1: Where stones suitable for causeway walls are not at hand, a passageway for cattle may be made under a road bbox=[263, 1376, 462, 1414]
co-eastbound: LEAVE RICHMOND—EASTBOUND. bbox=[1454, 185, 1618, 196]
schedule-line: W. P. TAYLOR, Traf. Man. bbox=[1426, 1640, 1539, 1652]
bank-body: This establishment is fitted up in the most improved style, having a large white vault, burglar-proof steel chest, electric lights and every modern convenience for safety and the accommodation of the public. For all information concerning Stocks, Deposits, Loans, etc., apply to the Cashier. Banking Hours have been arranged for the special convenience of the working people as follows: 9 A. M. to 4 P. M. Saturdays, 9 A. M. to 8 P. M. We close Saturday at 2 P. M. and open again at 5 P. M., remaining open until 8 P. M. Call by as you come from work. bbox=[914, 373, 1402, 442]
dentistry-slogan: PAINLESS EXTRACTION bbox=[1215, 1525, 1365, 1538]
schedule-line: 4:35 a. m., daily, Byrd St. Through. bbox=[1426, 1319, 1583, 1331]
window-scene-caption: HE LOITERED AROUND AND PEERED IN THE WINDOW. bbox=[695, 535, 884, 556]
schedule-line: 9:05 a. m., daily, Byrd st. Through. Local stops. bbox=[1426, 1371, 1639, 1383]
farm-gates-caption: GOOD STYLES OF FARM GATES. bbox=[288, 576, 438, 586]
bank-advertisement bbox=[903, 97, 1413, 575]
schedule-line: 7:15 p. m., daily, Byrd st. Through. bbox=[1426, 1577, 1583, 1588]
